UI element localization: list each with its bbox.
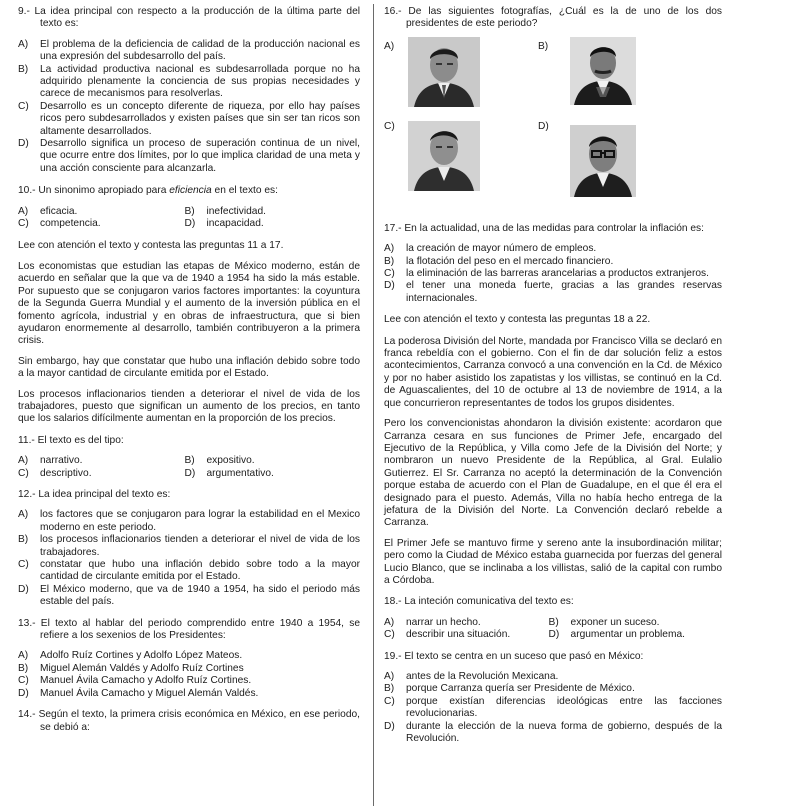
question-10-option-d[interactable]: D) incapacidad.: [184, 218, 264, 230]
question-19-option-a[interactable]: A) antes de la Revolución Mexicana.: [384, 671, 559, 682]
photo-options: [384, 37, 722, 213]
question-13-option-b[interactable]: B) Miguel Alemán Valdés y Adolfo Ruíz Cortines: [18, 662, 244, 674]
question-16-stem: 16.- De las siguientes fotografías, ¿Cuál es la de uno de los dos presidentes de este periodo?: [384, 6, 722, 30]
column-divider: [373, 4, 374, 806]
passage-2-paragraph-1: La poderosa División del Norte, mandada por Francisco Villa se declaró en franca rebeldía con el gobierno. Con el fin de dar solución feliz a estos acontecimientos, Carranza convocó a una convención en la Cd. de México y por no haber asistido los zapatistas y los villistas, se continuó en la Cd. de Aguascalientes, del 10 de octubre al 13 de noviembre de 1914, a la que concurrieron representantes de todos los grupos disidentes.: [384, 335, 722, 409]
portrait-photo-a[interactable]: [408, 37, 480, 107]
question-12-option-d[interactable]: D) El México moderno, que va de 1940 a 1954, ha sido el periodo más estable del país.: [18, 583, 360, 608]
question-18-stem: 18.- La inteción comunicativa del texto es:: [384, 596, 574, 608]
question-12-stem: 12.- La idea principal del texto es:: [18, 489, 171, 500]
question-11-option-d[interactable]: D) argumentativo.: [184, 467, 274, 479]
question-11-stem: 11.- El texto es del tipo:: [18, 434, 124, 446]
instructions-18-22: Lee con atención el texto y contesta las preguntas 18 a 22.: [384, 314, 651, 326]
question-17-stem: 17.- En la actualidad, una de las medidas para controlar la inflación es:: [384, 222, 704, 234]
question-10-option-c[interactable]: C) competencia.: [18, 218, 101, 230]
question-17-option-a[interactable]: A) la creación de mayor número de empleos.: [384, 243, 597, 255]
question-13-stem: 13.- El texto al hablar del periodo comprendido entre 1940 a 1954, se refiere a los sexenios de los Presidentes:: [18, 617, 360, 642]
photo-option-b-label[interactable]: B): [538, 40, 549, 52]
question-17-option-d[interactable]: D) el tener una moneda fuerte, gracias a las grandes reservas internacionales.: [384, 280, 722, 304]
question-18-option-a[interactable]: A) narrar un hecho.: [384, 616, 481, 628]
photo-option-d-label[interactable]: D): [538, 120, 549, 132]
passage-2-paragraph-2: Pero los convencionistas ahondaron la división existente: acordaron que Carranza cesara en sus funciones de Primer Jefe, encargado del Ejecutivo de la República, y Villa como Jefe de la División del Norte; y nombraron un nuevo Presidente de la República, al Gral. Eulalio Gutierrez. El Sr. Carranza no aceptó la determinación de la Convención porque estaba de acuerdo con el Plan de Guadalupe, en el que él era el designado para el puesto. Además, Villa no había hecho entrega de la jefatura de la División del Norte. La Convención declaró rebelde a Carranza.: [384, 418, 722, 529]
question-12-option-a[interactable]: A) los factores que se conjugaron para lograr la estabilidad en el Mexico moderno en este periodo.: [18, 509, 360, 533]
question-9-option-a[interactable]: A) El problema de la deficiencia de calidad de la producción nacional es una expresión del subdesarrollo del país.: [18, 38, 360, 63]
instructions-11-17: Lee con atención el texto y contesta las preguntas 11 a 17.: [18, 239, 284, 251]
question-19-stem: 19.- El texto se centra en un suceso que pasó en México:: [384, 650, 644, 662]
question-13-option-a[interactable]: A) Adolfo Ruíz Cortines y Adolfo López Mateos.: [18, 650, 243, 662]
question-12-option-c[interactable]: C) constatar que hubo una inflación debido sobre todo a la mayor cantidad de circulante emitida por el Estado.: [18, 559, 360, 583]
question-18-option-c[interactable]: C) describir una situación.: [384, 629, 511, 641]
question-9-stem: 9.- La idea principal con respecto a la producción de la última parte del texto es:: [18, 6, 360, 30]
photo-option-c-label[interactable]: C): [384, 120, 395, 132]
question-19-option-d[interactable]: D) durante la elección de la nueva forma de gobierno, después de la Revolución.: [384, 720, 722, 745]
question-10-option-a[interactable]: A) eficacia.: [18, 205, 78, 217]
question-13-option-d[interactable]: D) Manuel Ávila Camacho y Miguel Alemán Valdés.: [18, 687, 259, 699]
question-19-option-c[interactable]: C) porque existían diferencias ideológicas entre las facciones revolucionarias.: [384, 695, 722, 720]
question-19-option-b[interactable]: B) porque Carranza quería ser Presidente de México.: [384, 683, 635, 695]
passage-2-paragraph-3: El Primer Jefe se mantuvo firme y sereno ante la insubordinación militar; pero como la Ciudad de México estaba guarnecida por fuerzas del general Lucio Blanco, que se inclinaba a los villistas, salió de la capital con rumbo a Córdoba.: [384, 537, 722, 586]
question-10-option-b[interactable]: B) inefectividad.: [184, 205, 266, 217]
question-14-stem: 14.- Según el texto, la primera crisis económica en México, en ese periodo, se debió a:: [18, 709, 360, 733]
question-10-stem: 10.- Un sinonimo apropiado para eficiencia en el texto es:: [18, 185, 278, 197]
question-11-option-a[interactable]: A) narrativo.: [18, 455, 83, 467]
portrait-photo-b[interactable]: [570, 37, 636, 105]
question-17-option-c[interactable]: C) la eliminación de las barreras arancelarias a productos extranjeros.: [384, 268, 709, 280]
passage-1-paragraph-3: Los procesos inflacionarios tienden a deteriorar el nivel de vida de los trabajadores, puesto que significan un aumento de los precios, en tanto que los salarios difícilmente aumentan en la proporción de los precios.: [18, 388, 360, 425]
passage-1-paragraph-1: Los economistas que estudian las etapas de México moderno, están de acuerdo en señalar que la que va de 1940 a 1954 ha sido la más estable. Por supuesto que se conjugaron varios factores importantes: la coyuntura de la Segunda Guerra Mundial y el aumento de la inversión pública en el fomento agrícola, industrial y en obras de infraestructura, que si bien ayudaron enormemente al desarrollo, también contribuyeron a la primera crisis.: [18, 260, 360, 347]
question-17-option-b[interactable]: B) la flotación del peso en el mercado financiero.: [384, 255, 614, 267]
left-column: [18, 6, 360, 734]
portrait-photo-d[interactable]: [570, 125, 636, 197]
photo-option-a-label[interactable]: A): [384, 40, 395, 52]
question-9-option-b[interactable]: B) La actividad productiva nacional es subdesarrollada porque no ha adquirido plenamente la conciencia de sus propias necesidades y carece de mecanismos para resolverlas.: [18, 63, 360, 100]
question-18-option-b[interactable]: B) exponer un suceso.: [548, 616, 660, 628]
question-13-option-c[interactable]: C) Manuel Ávila Camacho y Adolfo Ruíz Cortines.: [18, 675, 252, 687]
question-18-option-d[interactable]: D) argumentar un problema.: [548, 629, 685, 641]
question-9-option-d[interactable]: D) Desarrollo significa un proceso de superación continua de un nivel, que ocurre entre dos límites, por lo que implica claridad de una meta y una acción consciente para alcanzarla.: [18, 138, 360, 174]
question-9-option-c[interactable]: C) Desarrollo es un concepto diferente de riqueza, por ello hay países ricos pero subdesarrollados y existen países que sin ser tan ricos son altamente desarrollados.: [18, 100, 360, 137]
right-column: [384, 6, 722, 745]
question-11-option-b[interactable]: B) expositivo.: [184, 455, 255, 467]
question-12-option-b[interactable]: B) los procesos inflacionarios tienden a deteriorar el nivel de vida de los trabajadores.: [18, 534, 360, 558]
portrait-photo-c[interactable]: [408, 121, 480, 191]
passage-1-paragraph-2: Sin embargo, hay que constatar que hubo una inflación debido sobre todo a la mayor cantidad de circulante emitida por el Estado.: [18, 355, 360, 380]
question-11-option-c[interactable]: C) descriptivo.: [18, 467, 92, 479]
